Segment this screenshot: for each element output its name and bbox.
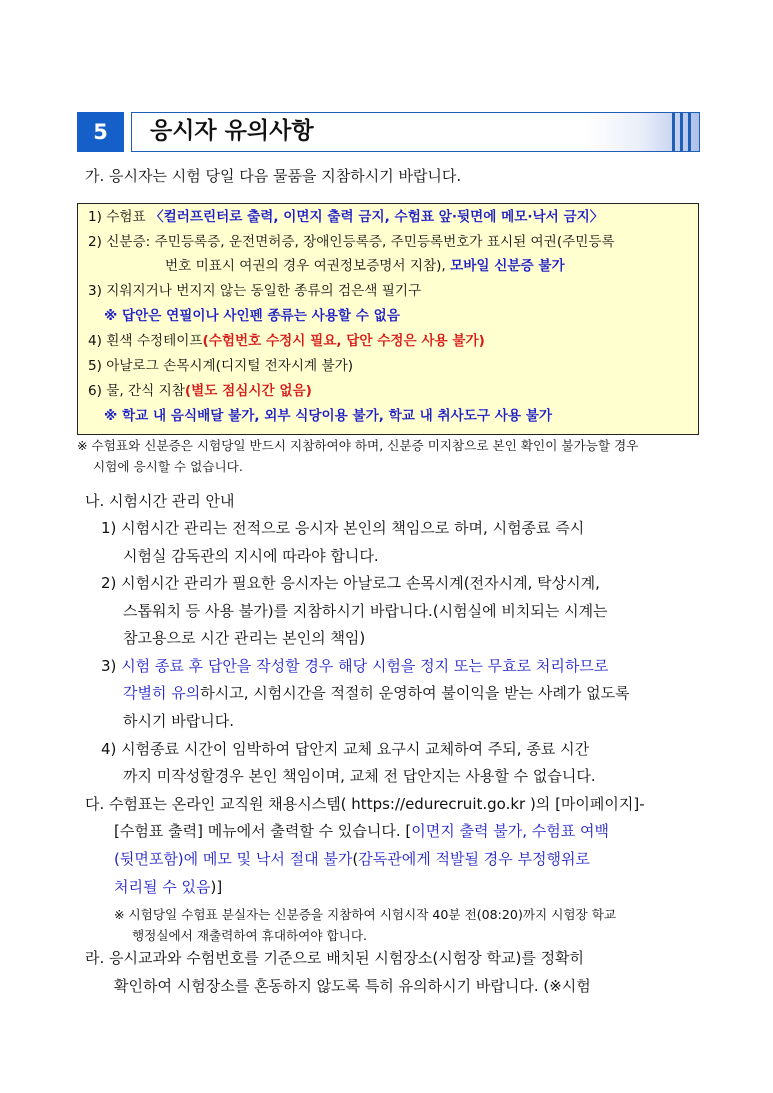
na-item-3-line-2 — [123, 680, 630, 706]
section-title: 응시자 유의사항 — [150, 118, 314, 144]
da-line-2-text: [수험표 출력] 메뉴에서 출력할 수 있습니다. [ — [114, 822, 412, 840]
item-4-note: (수험번호 수정시 필요, 답안 수정은 사용 불가) — [202, 333, 485, 349]
item-2-note: 모바일 신분증 불가 — [450, 258, 565, 274]
box-item-1 — [88, 206, 603, 228]
da-note-line-2: 행정실에서 재출력하여 휴대하여야 합니다. — [132, 928, 367, 943]
na-item-1-line-2: 시험실 감독관의 지시에 따라야 합니다. — [123, 547, 379, 565]
item-1-note: 〈컬러프린터로 출력, 이면지 출력 금지, 수험표 앞·뒷면에 메모·낙서 금지〉 — [150, 209, 604, 225]
da-line-4-close: )] — [210, 878, 223, 896]
na-heading: 나. 시험시간 관리 안내 — [85, 492, 235, 510]
box-item-6 — [88, 380, 312, 402]
item-6-note: (별도 점심시간 없음) — [184, 383, 312, 399]
da-line-4-warning: 처리될 수 있음 — [114, 878, 211, 896]
box-item-3: 3) 지워지거나 번지지 않는 동일한 종류의 검은색 필기구 — [88, 283, 422, 299]
ra-line-1: 라. 응시교과와 수험번호를 기준으로 배치된 시험장소(시험장 학교)를 정확히 — [85, 949, 585, 967]
header-stripe — [688, 113, 691, 151]
da-line-2-warning: 이면지 출력 불가, 수험표 여백 — [411, 822, 609, 840]
da-line-1: 다. 수험표는 온라인 교직원 채용시스템( https://edurecruit.go.kr )의 [마이페이지]- — [85, 795, 645, 813]
na-item-3-warning: 시험 종료 후 답안을 작성할 경우 해당 시험을 정지 또는 무효로 처리하므로 — [121, 657, 609, 675]
na-item-4-line-2: 까지 미작성할경우 본인 책임이며, 교체 전 답안지는 사용할 수 없습니다. — [123, 767, 596, 785]
na-item-3-rest: 하시고, 시험시간을 적절히 운영하여 불이익을 받는 사례가 없도록 — [200, 684, 630, 702]
na-item-3-number: 3) — [101, 657, 117, 675]
box-item-2-line-2 — [165, 255, 565, 277]
ra-line-2: 확인하여 시험장소를 혼동하지 않도록 특히 유의하시기 바랍니다. (※시험 — [114, 977, 591, 995]
da-line-3-warning: (뒷면포함)에 메모 및 낙서 절대 불가 — [114, 850, 353, 868]
box-item-4 — [88, 330, 485, 352]
item-1-label: 1) 수험표 — [88, 209, 146, 225]
da-line-3-warning-2: 감독관에게 적발될 경우 부정행위로 — [358, 850, 590, 868]
item-2-text: 번호 미표시 여권의 경우 여권정보증명서 지참), — [165, 258, 446, 274]
ga-footnote-line-1: ※ 수험표와 신분증은 시험당일 반드시 지참하여야 하며, 신분증 미지참으로 본인 확인이 불가능할 경우 — [77, 438, 639, 453]
section-number: 5 — [77, 112, 124, 152]
da-line-4 — [114, 874, 222, 900]
box-item-5: 5) 아날로그 손목시계(디지털 전자시계 불가) — [88, 358, 354, 374]
na-item-3-line-3: 하시기 바랍니다. — [123, 712, 234, 730]
box-item-6-sub: ※ 학교 내 음식배달 불가, 외부 식당이용 불가, 학교 내 취사도구 사용 불가 — [104, 408, 553, 424]
item-6-label: 6) 물, 간식 지참 — [88, 383, 185, 399]
da-line-2 — [114, 818, 609, 844]
header-stripe — [680, 113, 683, 151]
header-stripe — [672, 113, 675, 151]
da-line-3-paren: ( — [352, 850, 359, 868]
box-item-2-line-1: 2) 신분증: 주민등록증, 운전면허증, 장애인등록증, 주민등록번호가 표시된 여권(주민등록 — [88, 234, 615, 250]
da-line-3 — [114, 846, 590, 872]
na-item-2-line-2: 스톱워치 등 사용 불가)를 지참하시기 바랍니다.(시험실에 비치되는 시계는 — [123, 602, 608, 620]
box-item-3-note: ※ 답안은 연필이나 사인펜 종류는 사용할 수 없음 — [104, 308, 400, 324]
ga-heading: 가. 응시자는 시험 당일 다음 물품을 지참하시기 바랍니다. — [85, 167, 462, 185]
item-4-label: 4) 흰색 수정테이프 — [88, 333, 203, 349]
na-item-1-line-1: 1) 시험시간 관리는 전적으로 응시자 본인의 책임으로 하며, 시험종료 즉시 — [101, 519, 585, 537]
da-note-line-1: ※ 시험당일 수험표 분실자는 신분증을 지참하여 시험시작 40분 전(08:20)까지 시험장 학교 — [114, 907, 617, 922]
na-item-4-line-1: 4) 시험종료 시간이 임박하여 답안지 교체 요구시 교체하여 주되, 종료 시간 — [101, 740, 590, 758]
na-item-3-warning-end: 각별히 유의 — [123, 684, 201, 702]
na-item-2-line-1: 2) 시험시간 관리가 필요한 응시자는 아날로그 손목시계(전자시계, 탁상시계, — [101, 574, 600, 592]
na-item-3-line-1 — [101, 653, 608, 679]
ga-footnote-line-2: 시험에 응시할 수 없습니다. — [93, 459, 243, 474]
na-item-2-line-3: 참고용으로 시간 관리는 본인의 책임) — [123, 629, 366, 647]
